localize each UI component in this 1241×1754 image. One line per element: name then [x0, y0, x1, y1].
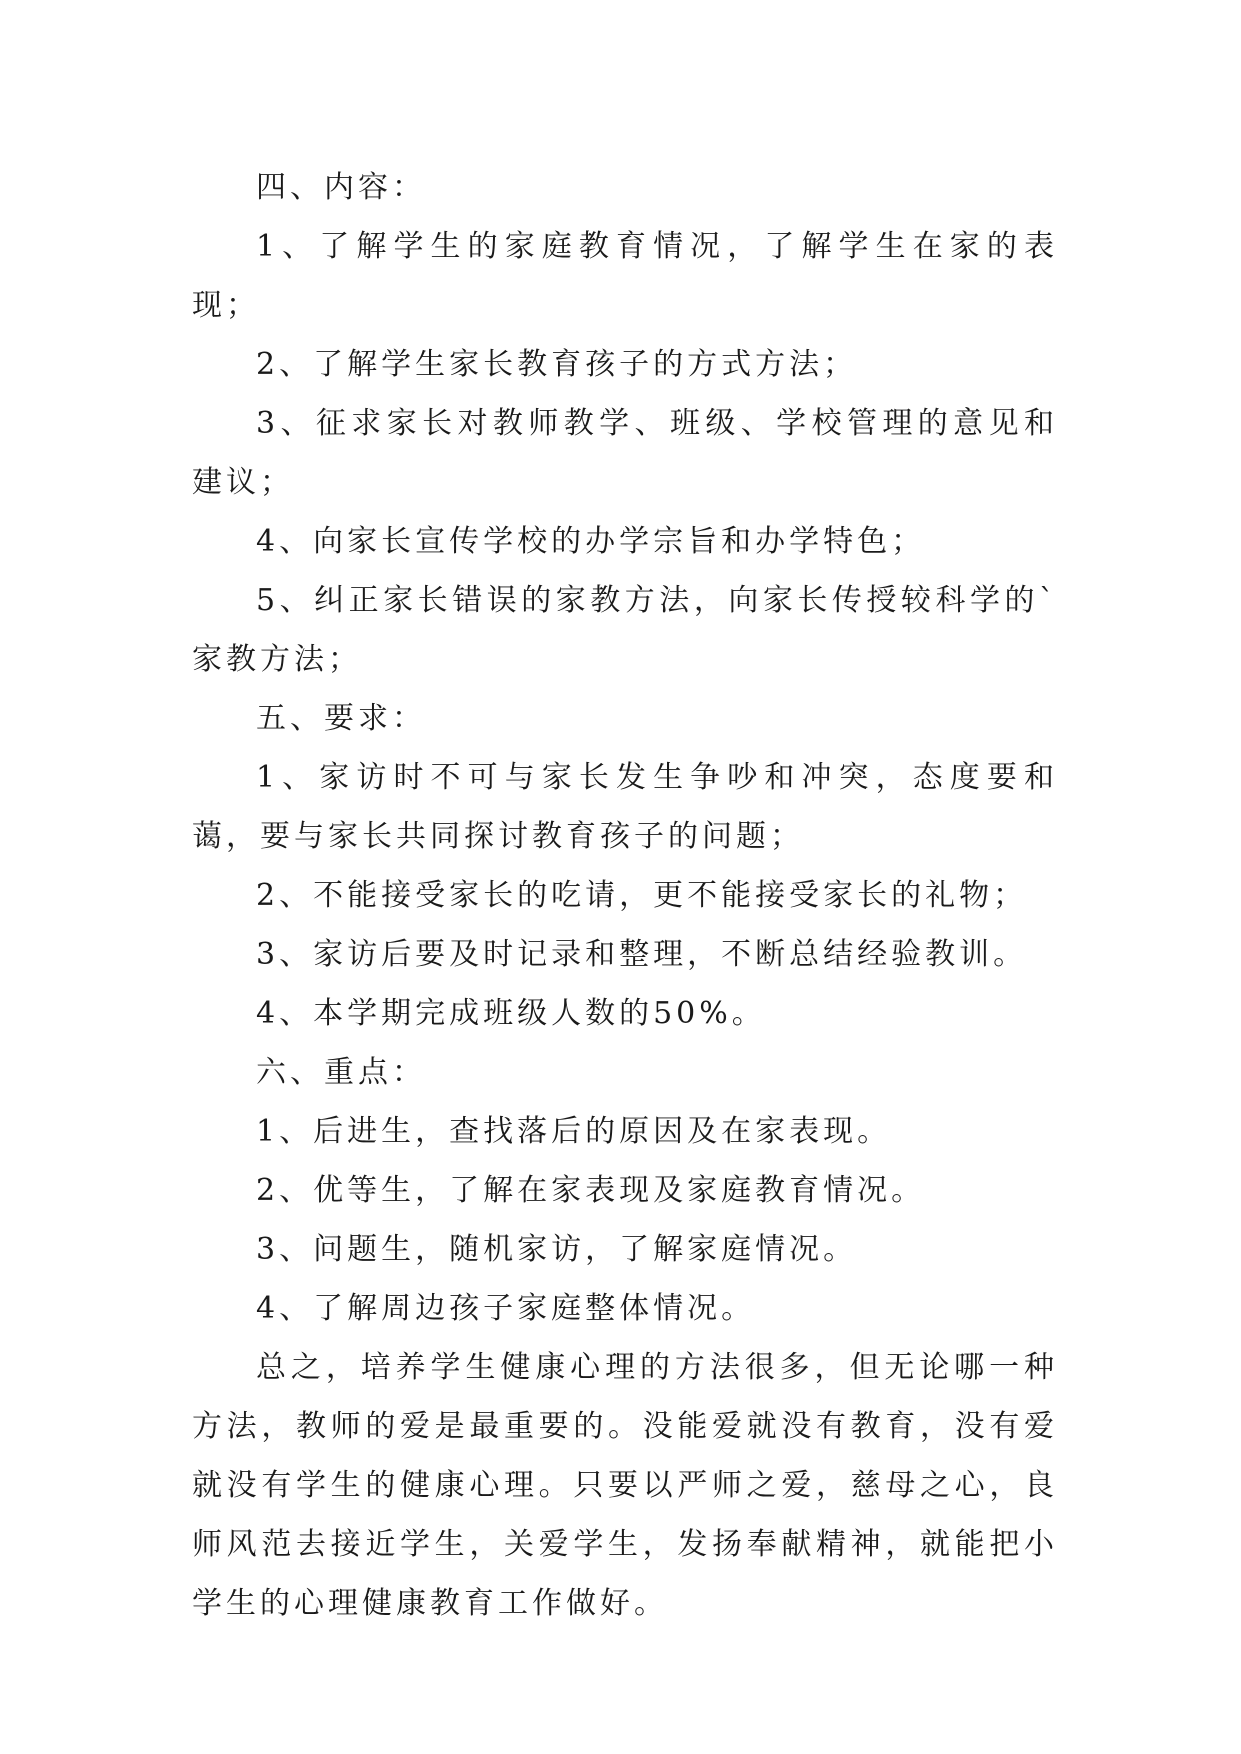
content-item-3: 3、征求家长对教师教学、班级、学校管理的意见和建议；: [192, 406, 1058, 500]
focus-item-4: 4、了解周边孩子家庭整体情况。: [256, 1291, 756, 1326]
content-item-1: 1、了解学生的家庭教育情况，了解学生在家的表现；: [192, 229, 1058, 323]
focus-item-3: 3、问题生，随机家访，了解家庭情况。: [256, 1232, 858, 1267]
requirement-item-3: 3、家访后要及时记录和整理，不断总结经验教训。: [256, 937, 1028, 972]
content-item-2: 2、了解学生家长教育孩子的方式方法；: [256, 347, 858, 382]
focus-item-2: 2、优等生，了解在家表现及家庭教育情况。: [256, 1173, 926, 1208]
section-heading-content: 四、内容：: [256, 170, 426, 205]
requirement-item-4: 4、本学期完成班级人数的50%。: [256, 996, 766, 1031]
requirement-item-2: 2、不能接受家长的吃请，更不能接受家长的礼物；: [256, 878, 1028, 913]
content-item-4: 4、向家长宣传学校的办学宗旨和办学特色；: [256, 524, 926, 559]
focus-item-1: 1、后进生，查找落后的原因及在家表现。: [256, 1114, 892, 1149]
requirement-item-1: 1、家访时不可与家长发生争吵和冲突，态度要和蔼，要与家长共同探讨教育孩子的问题；: [192, 760, 1058, 854]
document-body: [192, 158, 1058, 1633]
section-heading-requirements: 五、要求：: [256, 701, 426, 736]
section-heading-focus: 六、重点：: [256, 1055, 426, 1090]
content-item-5: 5、纠正家长错误的家教方法，向家长传授较科学的`家教方法；: [192, 583, 1058, 677]
conclusion-paragraph: 总之，培养学生健康心理的方法很多，但无论哪一种方法，教师的爱是最重要的。没能爱就没有教育，没有爱就没有学生的健康心理。只要以严师之爱，慈母之心，良师风范去接近学生，关爱学生，发扬奉献精神，就能把小学生的心理健康教育工作做好。: [192, 1350, 1058, 1621]
